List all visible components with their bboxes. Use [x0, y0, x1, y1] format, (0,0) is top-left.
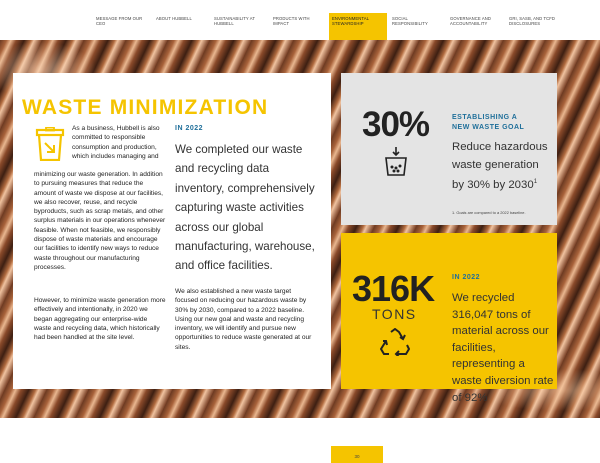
page-title: WASTE MINIMIZATION [22, 96, 269, 119]
nav-item-environmental[interactable]: ENVIRONMENTAL STEWARDSHIP [329, 13, 387, 40]
goal-percent: 30% [362, 105, 430, 144]
highlight-text: We completed our waste and recycling data inventory, comprehensively capturing waste activities across our global manufacturing, warehouse, and office facilities. [175, 143, 315, 273]
target-paragraph: We also established a new waste target focused on reducing our hazardous waste by 30% by 2030, compared to a 2022 baseline. Using our new goal and waste and recycling inventory, we will identify and pursue new opportunities to reduce waste generated at our sites. [175, 288, 312, 351]
goal-text [452, 139, 552, 194]
goal-footnote: 1. Goals are compared to a 2022 baseline. [452, 210, 526, 215]
history-paragraph: However, to minimize waste generation more effectively and intentionally, in 2020 we began aggregating our enterprise-wide waste and recycling data, which historically had been handled at the site level. [34, 297, 166, 342]
nav-item-products[interactable]: PRODUCTS WITH IMPACT [273, 16, 310, 26]
recycled-tons-number: 316K [352, 268, 435, 309]
intro-text-body: minimizing our waste generation. In addition to pursuing measures that reduce the amount of waste we dispose at our facilities, we also recover, reuse, and recycle byproducts, such as scrap metals, and other surplus materials in our operations whenever feasible. When not feasible, we responsibly dispose of waste materials and encourage our facilities to identify new ways to reduce waste throughout our manufacturing processes. [34, 171, 166, 271]
goal-heading-line1: ESTABLISHING A [452, 114, 518, 121]
recycling-text: We recycled 316,047 tons of material across our facilities, representing a waste diversion rate of 92% [452, 292, 554, 404]
recycle-bin-icon [35, 127, 65, 161]
nav-item-social[interactable]: SOCIAL RESPONSIBILITY [392, 16, 428, 26]
waste-bin-icon [383, 146, 409, 176]
goal-footnote-marker: 1 [533, 179, 538, 185]
nav-item-disclosures[interactable]: GRI, SASB, AND TCFD DISCLOSURES [509, 16, 556, 26]
nav-item-sustainability[interactable]: SUSTAINABILITY AT HUBBELL [214, 16, 255, 26]
nav-item-ceo-message[interactable]: MESSAGE FROM OUR CEO [96, 16, 143, 26]
nav-item-about[interactable]: ABOUT HUBBELL [156, 16, 192, 21]
goal-text-body: Reduce hazardous waste generation by 30% by 2030 [452, 141, 548, 191]
recycle-arrows-icon [380, 328, 410, 356]
goal-heading-line2: NEW WASTE GOAL [452, 124, 525, 131]
tons-unit: TONS [372, 306, 417, 322]
column-heading: IN 2022 [175, 125, 204, 132]
recycling-heading: IN 2022 [452, 274, 481, 281]
intro-text-top: As a business, Hubbell is also committed to responsible consumption and production, which includes managing and [72, 125, 160, 160]
goal-heading [452, 113, 524, 133]
page-number: 30 [331, 446, 383, 463]
top-navigation [0, 0, 600, 40]
nav-item-governance[interactable]: GOVERNANCE AND ACCOUNTABILITY [450, 16, 491, 26]
